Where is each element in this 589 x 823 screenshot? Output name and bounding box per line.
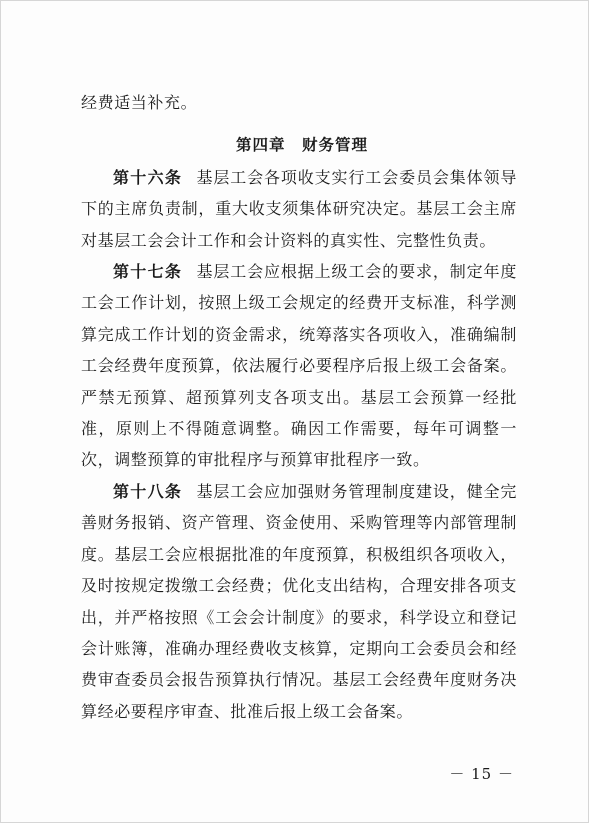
article-16-text: 基层工会各项收支实行工会委员会集体领导下的主席负责制，重大收支须集体研究决定。基层工会主席对基层工会会计工作和会计资料的真实性、完整性负责。 xyxy=(81,167,517,250)
article-17 xyxy=(81,256,517,476)
article-18 xyxy=(81,476,517,727)
page-content xyxy=(81,87,517,727)
article-18-text: 基层工会应加强财务管理制度建设，健全完善财务报销、资产管理、资金使用、采购管理等内部管理制度。基层工会应根据批准的年度预算，积极组织各项收入，及时按规定拨缴工会经费；优化支出结构，合理安排各项支出，并严格按照《工会会计制度》的要求，科学设立和登记会计账簿，准确办理经费收支核算，定期向工会委员会和经费审查委员会报告预算执行情况。基层工会经费年度财务决算经必要程序审查、批准后报上级工会备案。 xyxy=(81,481,517,721)
article-16-number: 第十六条 xyxy=(113,167,183,187)
article-18-number: 第十八条 xyxy=(113,481,183,501)
article-16 xyxy=(81,162,517,256)
continuation-text: 经费适当补充。 xyxy=(81,93,198,112)
article-17-number: 第十七条 xyxy=(113,262,183,282)
chapter-title: 第四章 财务管理 xyxy=(235,136,368,155)
page-number: － 15 － xyxy=(449,765,514,783)
article-17-text: 基层工会应根据上级工会的要求，制定年度工会工作计划，按照上级工会规定的经费开支标准，科学测算完成工作计划的资金需求，统筹落实各项收入，准确编制工会经费年度预算，依法履行必要程序后报上级工会备案。严禁无预算、超预算列支各项支出。基层工会预算一经批准，原则上不得随意调整。确因工作需要，每年可调整一次，调整预算的审批程序与预算审批程序一致。 xyxy=(81,262,517,470)
